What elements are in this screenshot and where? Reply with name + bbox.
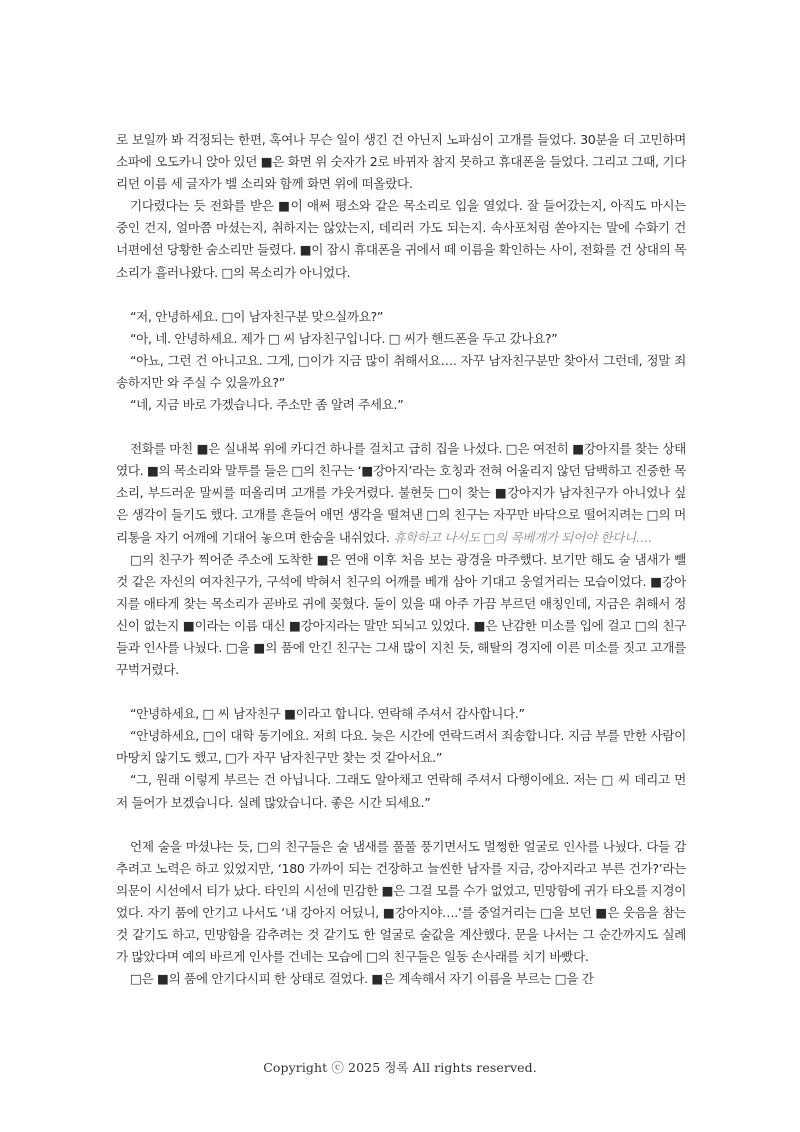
dialogue-line: “저, 안녕하세요. □이 남자친구분 맞으실까요?” <box>130 308 384 324</box>
section-break <box>116 681 686 703</box>
paragraph-arrival: □의 친구가 찍어준 주소에 도착한 ■은 연애 이후 처음 보는 광경을 마주했다. 보기만 해도 술 냄새가 뺄 것 같은 자신의 여자친구가, 구석에 박혀서 친구의 어깨를 베개 삼아 기대고 웅얼거리는 모습이었다. ■강아지를 애타게 찾는 목소리가 곧바로 귀에 꽂혔다. 둘이 있을 때 아주 가끔 부르던 애칭인데, 지금은 취해서 정신이 없는지 ■이라는 이름 대신 ■강아지라는 말만 되뇌고 있었다. ■은 난감한 미소를 입에 걸고 □의 친구들과 인사를 나눴다. □을 ■의 품에 안긴 친구는 그새 많이 지친 듯, 해탈의 경지에 이른 미소를 짓고 고개를 꾸벅거렸다. <box>116 551 686 678</box>
dialogue-line: “안녕하세요, □이 대학 동기에요. 저희 다요. 늦은 시간에 연락드려서 죄송합니다. 지금 부를 만한 사람이 마땅치 않기도 했고, □가 자꾸 남자친구만 찾는 것 같아서요.” <box>116 728 686 766</box>
dialogue-line: “안녕하세요, □ 씨 남자친구 ■이라고 합니다. 연락해 주셔서 감사합니다.” <box>130 706 525 722</box>
copyright-footer: Copyright ⓒ 2025 정록 All rights reserved. <box>263 1060 537 1075</box>
paragraph-walking: □은 ■의 품에 안기다시피 한 상태로 걸었다. ■은 계속해서 자기 이름을 부르는 □을 간 <box>130 971 594 987</box>
paragraph-text: 전화를 마친 ■은 실내복 위에 카디건 하나를 걸치고 급히 집을 나섰다. □은 여전히 ■강아지를 찾는 상태였다. ■의 목소리와 말투를 들은 □의 친구는 ‘■강아지’라는 호칭과 전혀 어울리지 않던 담백하고 진중한 목소리, 부드러운 말씨를 떠올리며 고개를 갸웃거렸다. 불현듯 □이 찾는 ■강아지가 남자친구가 아니었나 싶은 생각이 들기도 했다. 고개를 흔들어 애먼 생각을 떨쳐낸 □의 친구는 자꾸만 바닥으로 떨어지려는 □의 머리통을 자기 어깨에 기대어 놓으며 한숨을 내쉬었다. <box>116 441 686 545</box>
dialogue-line: “아뇨, 그런 건 아니고요. 그게, □이가 지금 많이 취해서요…. 자꾸 남자친구분만 찾아서 그런데, 정말 죄송하지만 와 주실 수 있을까요?” <box>116 352 686 390</box>
section-break <box>116 416 686 438</box>
section-break <box>116 814 686 836</box>
paragraph-call-answered: 기다렸다는 듯 전화를 받은 ■이 애써 평소와 같은 목소리로 입을 열었다. 잘 들어갔는지, 아직도 마시는 중인 건지, 얼마쯤 마셨는지, 취하지는 않았는지, 데리러 가도 되는지. 속사포처럼 쏟아지는 말에 수화기 건너편에선 당황한 숨소리만 들렸다. ■이 잠시 휴대폰을 귀에서 떼 이름을 확인하는 사이, 전화를 건 상대의 목소리가 흘러나왔다. □의 목소리가 아니었다. <box>116 198 686 280</box>
paragraph-leaving-home <box>116 438 686 548</box>
story-text <box>116 129 686 990</box>
dialogue-line: “네, 지금 바로 가겠습니다. 주소만 좀 알려 주세요.” <box>130 397 404 413</box>
dialogue-line: “아, 네. 안녕하세요. 제가 □ 씨 남자친구입니다. □ 씨가 핸드폰을 두고 갔나요?” <box>130 330 558 346</box>
paragraph-friends-reaction: 언제 술을 마셨냐는 듯, □의 친구들은 술 냄새를 풀풀 풍기면서도 멀쩡한 얼굴로 인사를 나눴다. 다들 감추려고 노력은 하고 있었지만, ‘180 가까이 되는 건장하고 늘씬한 남자를 지금, 강아지라고 부른 건가?’라는 의문이 시선에서 티가 났다. 타인의 시선에 민감한 ■은 그걸 모를 수가 없었고, 민망함에 귀가 타오를 지경이었다. 자기 품에 안기고 나서도 ‘내 강아지 어딨니, ■강아지야….’를 중얼거리는 □을 보던 ■은 웃음을 참는 것 같기도 하고, 민망함을 감추려는 것 같기도 한 얼굴로 술값을 계산했다. 문을 나서는 그 순간까지도 실례가 많았다며 예의 바르게 인사를 건네는 모습에 □의 친구들은 일동 손사래를 치기 바빴다. <box>116 838 686 965</box>
section-break <box>116 284 686 306</box>
dialogue-line: “그, 원래 이렇게 부르는 건 아닙니다. 그래도 알아채고 연락해 주셔서 다행이에요. 저는 □ 씨 데리고 먼저 들어가 보겠습니다. 실례 많았습니다. 좋은 시간 되세요.” <box>116 772 686 810</box>
paragraph-phone-wait: 로 보일까 봐 걱정되는 한편, 혹여나 무슨 일이 생긴 건 아닌지 노파심이 고개를 들었다. 30분을 더 고민하며 소파에 오도카니 앉아 있던 ■은 화면 위 숫자가 2로 바뀌자 참지 못하고 휴대폰을 들었다. 그리고 그때, 기다리던 이름 세 글자가 벨 소리와 함께 화면 위에 떠올랐다. <box>116 132 686 192</box>
inner-thought: 휴학하고 나서도 □의 목베개가 되어야 한다니…. <box>393 529 652 545</box>
